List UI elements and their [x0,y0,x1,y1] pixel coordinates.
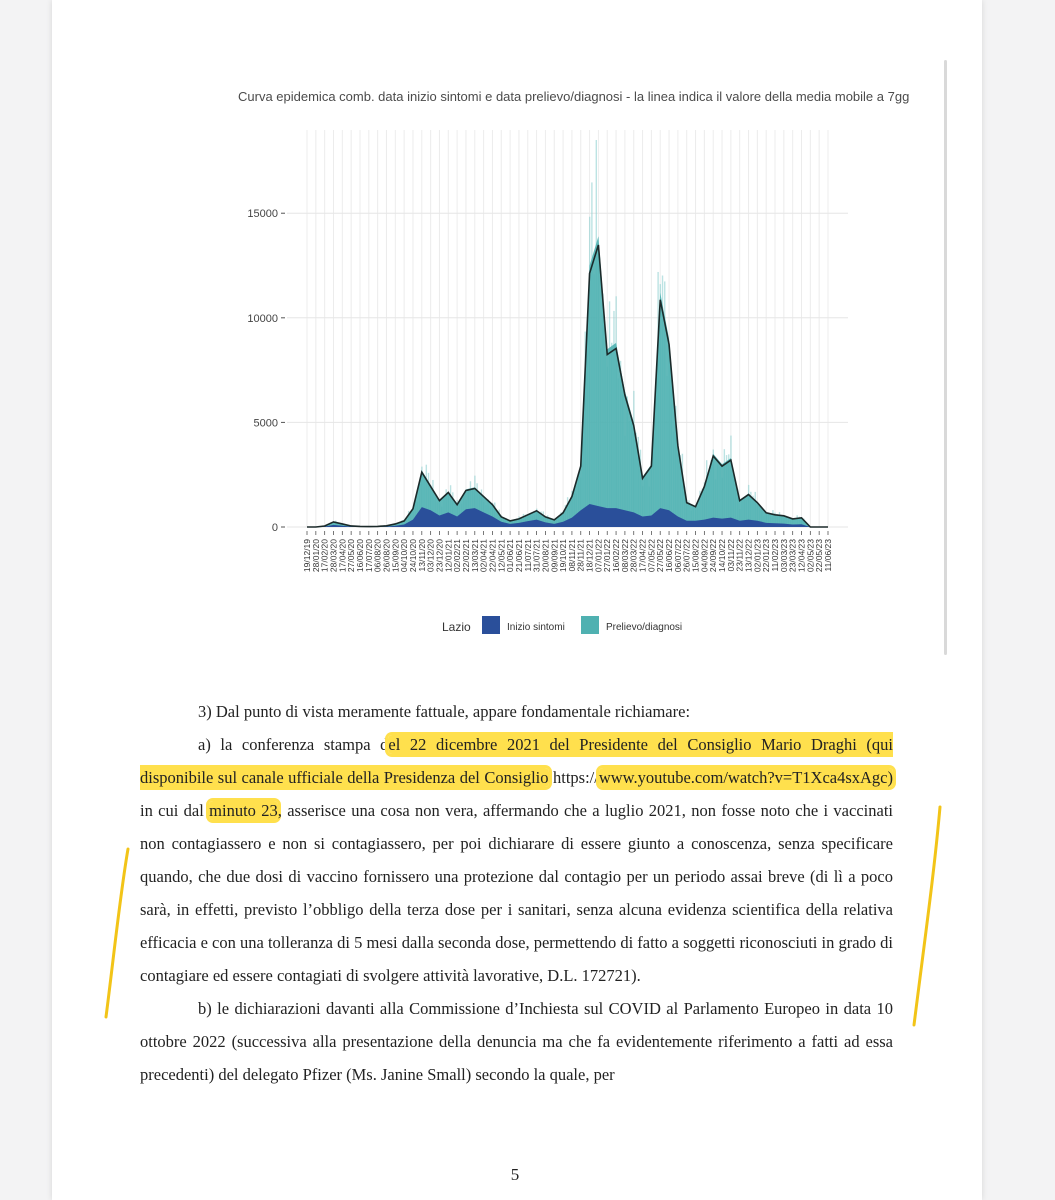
x-tick-label: 04/09/22 [699,539,710,573]
x-tick-label: 02/05/23 [805,539,816,573]
left-annotation-stroke [106,849,128,1017]
x-tick-label: 08/11/21 [566,539,577,572]
x-tick-label: 31/07/21 [531,539,542,573]
x-tick-label: 14/10/22 [717,539,728,573]
x-tick-label: 07/05/22 [646,539,657,573]
x-tick-label: 02/01/23 [752,539,763,573]
x-tick-label: 07/01/22 [593,539,604,573]
x-tick-label: 17/04/22 [637,539,648,573]
x-tick-label: 02/02/21 [452,539,463,573]
x-tick-label: 22/04/21 [487,539,498,573]
right-annotation-stroke [914,807,940,1025]
y-tick-label: 15000 [247,208,278,221]
x-tick-label: 27/01/22 [602,539,613,573]
document-body [140,695,893,1091]
x-tick-label: 17/04/20 [337,539,348,573]
legend-title: Lazio [442,620,471,634]
x-tick-label: 24/10/20 [407,539,418,573]
paragraph-a-text-4: , asserisce una cosa non vera, affermando che a luglio 2021, non fosse noto che i vaccinati non contagiassero e non si contagiassero, per poi dichiarare di essere giunto a conoscenza, senza specificare quando, che due dosi di vaccino fornissero una protezione dal contagio per un periodo assai breve (di lì a poco sarà, in effetti, previsto l’obbligo della terza dose per i sanitari, senza alcuna evidenza scientifica della relativa efficacia e con una tolleranza di 5 mesi dalla seconda dose, permettendo di fatto a soggetti riconosciuti in grado di contagiare ed essere contagiati di svolgere attività lavorative, D.L. 172721). [140,801,893,985]
x-tick-label: 03/12/20 [425,539,436,573]
y-tick-label: 0 [271,522,278,534]
paragraph-b: b) le dichiarazioni davanti alla Commissione d’Inchiesta sul COVID al Parlamento Europeo in data 10 ottobre 2022 (successiva alla presentazione della denuncia ma che fa evidentemente riferimento a fatti ad essa precedenti) del delegato Pfizer (Ms. Janine Small) secondo la quale, per [140,999,893,1084]
x-tick-label: 03/11/22 [725,539,736,572]
paragraph-3-intro: 3) Dal punto di vista meramente fattuale, appare fondamentale richiamare: [198,702,691,721]
x-tick-label: 22/01/23 [761,539,772,573]
paragraph-a-text-1: a) la conferenza stampa d [198,735,389,754]
x-tick-label: 06/08/20 [372,539,383,573]
x-tick-label: 27/05/22 [655,539,666,573]
x-tick-label: 15/08/22 [690,539,701,573]
x-tick-label: 03/03/23 [778,539,789,573]
highlight-minute-23: minuto 23 [209,801,278,820]
x-tick-label: 13/12/22 [743,539,754,573]
series-area-prelievo-diagnosi [307,236,828,527]
x-tick-label: 27/05/20 [346,539,357,573]
x-tick-label: 08/03/22 [619,539,630,573]
x-tick-label: 28/01/20 [310,539,321,573]
x-tick-label: 19/10/21 [558,539,569,573]
x-tick-label: 20/08/21 [540,539,551,573]
x-tick-label: 13/03/21 [469,539,480,573]
x-tick-label: 06/07/22 [672,539,683,573]
x-tick-label: 13/11/20 [416,539,427,572]
x-tick-label: 26/07/22 [681,539,692,573]
legend-label: Inizio sintomi [507,622,565,633]
y-tick-label: 5000 [253,417,278,430]
y-tick-label: 10000 [247,312,278,325]
x-tick-label: 21/06/21 [513,539,524,573]
x-tick-label: 23/03/23 [787,539,798,573]
x-tick-label: 02/04/21 [478,539,489,573]
x-tick-label: 12/01/21 [443,539,454,573]
x-tick-label: 16/06/22 [664,539,675,573]
x-tick-label: 17/02/20 [319,539,330,573]
page-number: 5 [510,1165,520,1184]
x-tick-label: 23/11/22 [734,539,745,572]
x-tick-label: 16/06/20 [354,539,365,573]
x-tick-label: 11/02/23 [770,539,781,572]
chart-title: Curva epidemica comb. data inizio sintomi e data prelievo/diagnosi - la linea indica il valore della media mobile a 7gg [238,89,910,104]
x-tick-label: 04/10/20 [399,539,410,573]
x-tick-label: 17/07/20 [363,539,374,573]
left-margin-annotation [90,835,150,1035]
x-tick-label: 11/06/23 [823,539,833,572]
x-tick-label: 12/05/21 [496,539,507,573]
x-tick-label: 01/06/21 [505,539,516,573]
youtube-link[interactable]: www.youtube.com/watch?v=T1Xca4sxAgc) [598,768,893,787]
legend-swatch [581,616,599,634]
legend-label: Prelievo/diagnosi [606,622,683,633]
x-tick-label: 22/05/23 [814,539,825,573]
paragraph-a [140,728,893,992]
paragraph-a-text-2: https:// [548,768,599,787]
x-tick-label: 28/03/20 [328,539,339,573]
right-margin-annotation [900,795,960,1035]
x-tick-label: 16/02/22 [611,539,622,573]
x-tick-label: 11/07/21 [522,539,533,572]
x-tick-label: 28/11/21 [575,539,586,572]
x-tick-label: 12/04/23 [796,539,807,573]
moving-average-line [307,245,828,527]
x-tick-label: 19/12/19 [302,539,312,573]
x-tick-label: 18/12/21 [584,539,595,573]
x-tick-label: 23/12/20 [434,539,445,573]
x-tick-label: 26/08/20 [381,539,392,573]
x-tick-label: 09/09/21 [549,539,560,573]
legend-swatch [482,616,500,634]
paragraph-a-text-3: in cui dal [140,801,210,820]
x-tick-label: 28/03/22 [628,539,639,573]
highlight-draghi-conference: el 22 dicembre 2021 del Presidente del Consiglio Mario Draghi (qui disponibile sul canale ufficiale della Presidenza del Consiglio [140,735,893,787]
x-tick-label: 15/09/20 [390,539,401,573]
x-tick-label: 24/09/22 [708,539,719,573]
x-tick-label: 22/02/21 [460,539,471,573]
